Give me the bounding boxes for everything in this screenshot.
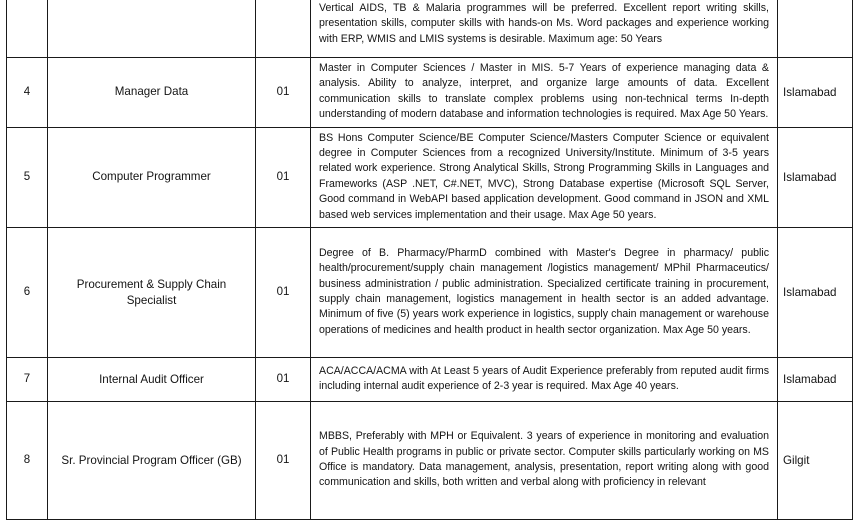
qualification-text: BS Hons Computer Science/BE Computer Science/Masters Computer Science or equivalent degree in Computer Sciences from a recognized University/Institute. Minimum of 3-5 years related work experience. Strong Analytical Skills, Strong Programming Skills in Languages and Frameworks (ASP .NET, C#.NET, MVC), Strong Database expertise (Microsoft SQL Server, Good command in WebAPI based application development. Good command in JSON and XML based web services implementation and their usage. Max Age 50 years.	[319, 131, 769, 221]
location-cell: Islamabad	[778, 127, 853, 227]
location-cell: Islamabad	[778, 358, 853, 402]
table-row	[7, 358, 853, 402]
post-count-cell	[256, 0, 311, 58]
post-count-cell: 01	[256, 58, 311, 128]
table-row	[7, 58, 853, 128]
qualification-text: ACA/ACCA/ACMA with At Least 5 years of Audit Experience preferably from reputed audit firms including internal audit experience of 2-3 year is required. Max Age 40 years.	[319, 364, 769, 393]
post-name-cell: Sr. Provincial Program Officer (GB)	[48, 402, 256, 520]
qualification-cell	[311, 228, 778, 358]
serial-number-cell: 6	[7, 228, 48, 358]
qualification-text: Degree of B. Pharmacy/PharmD combined with Master's Degree in pharmacy/ public health/procurement/supply chain management /logistics management/ MPhil Pharmaceutics/ business administration / public administration. Specialized certificate training in procurement, supply chain management, logistics management in health sector is an added advantage. Minimum of five (5) years work experience in logistics, supply chain management or warehouse operations of medicines and health product in health sector organization. Max Age 50 years.	[319, 246, 769, 336]
serial-number-cell: 8	[7, 402, 48, 520]
table-row	[7, 127, 853, 227]
serial-number-cell: 7	[7, 358, 48, 402]
qualification-cell	[311, 358, 778, 402]
qualification-cell	[311, 58, 778, 128]
location-cell	[778, 0, 853, 58]
post-name-cell	[48, 0, 256, 58]
job-advertisement-table	[6, 0, 853, 520]
qualification-text: Master in Computer Sciences / Master in MIS. 5-7 Years of experience managing data & analysis. Ability to analyze, interpret, and organize large amounts of data. Excellent communication skills to translate complex problems using non-technical terms In-depth understanding of modern database and information technologies is required. Max Age 50 Years.	[319, 62, 769, 121]
post-name-cell: Computer Programmer	[48, 127, 256, 227]
qualification-cell	[311, 0, 778, 58]
post-count-cell: 01	[256, 402, 311, 520]
table-row	[7, 0, 853, 58]
location-cell: Islamabad	[778, 58, 853, 128]
post-name-cell: Internal Audit Officer	[48, 358, 256, 402]
serial-number-cell: 4	[7, 58, 48, 128]
qualification-text: Vertical AIDS, TB & Malaria programmes will be preferred. Excellent report writing skills, presentation skills, computer skills with hands-on Ms. Word packages and experience working with ERP, WMIS and LMIS systems is desirable. Maximum age: 50 Years	[319, 1, 769, 45]
serial-number-cell	[7, 0, 48, 58]
post-name-cell: Manager Data	[48, 58, 256, 128]
post-count-cell: 01	[256, 127, 311, 227]
post-count-cell: 01	[256, 228, 311, 358]
serial-number-cell: 5	[7, 127, 48, 227]
qualification-text: MBBS, Preferably with MPH or Equivalent. 3 years of experience in monitoring and evaluation of Public Health programs in public or private sector. Computer skills particularly working on MS Office is mandatory. Data management, analysis, presentation, report writing along with good communication and skills, both written and verbal along with proficiency in relevant	[319, 430, 769, 489]
post-count-cell: 01	[256, 358, 311, 402]
post-name-cell: Procurement & Supply Chain Specialist	[48, 228, 256, 358]
qualification-cell	[311, 402, 778, 520]
table-row	[7, 228, 853, 358]
table-row	[7, 402, 853, 520]
location-cell: Gilgit	[778, 402, 853, 520]
location-cell: Islamabad	[778, 228, 853, 358]
qualification-cell	[311, 127, 778, 227]
